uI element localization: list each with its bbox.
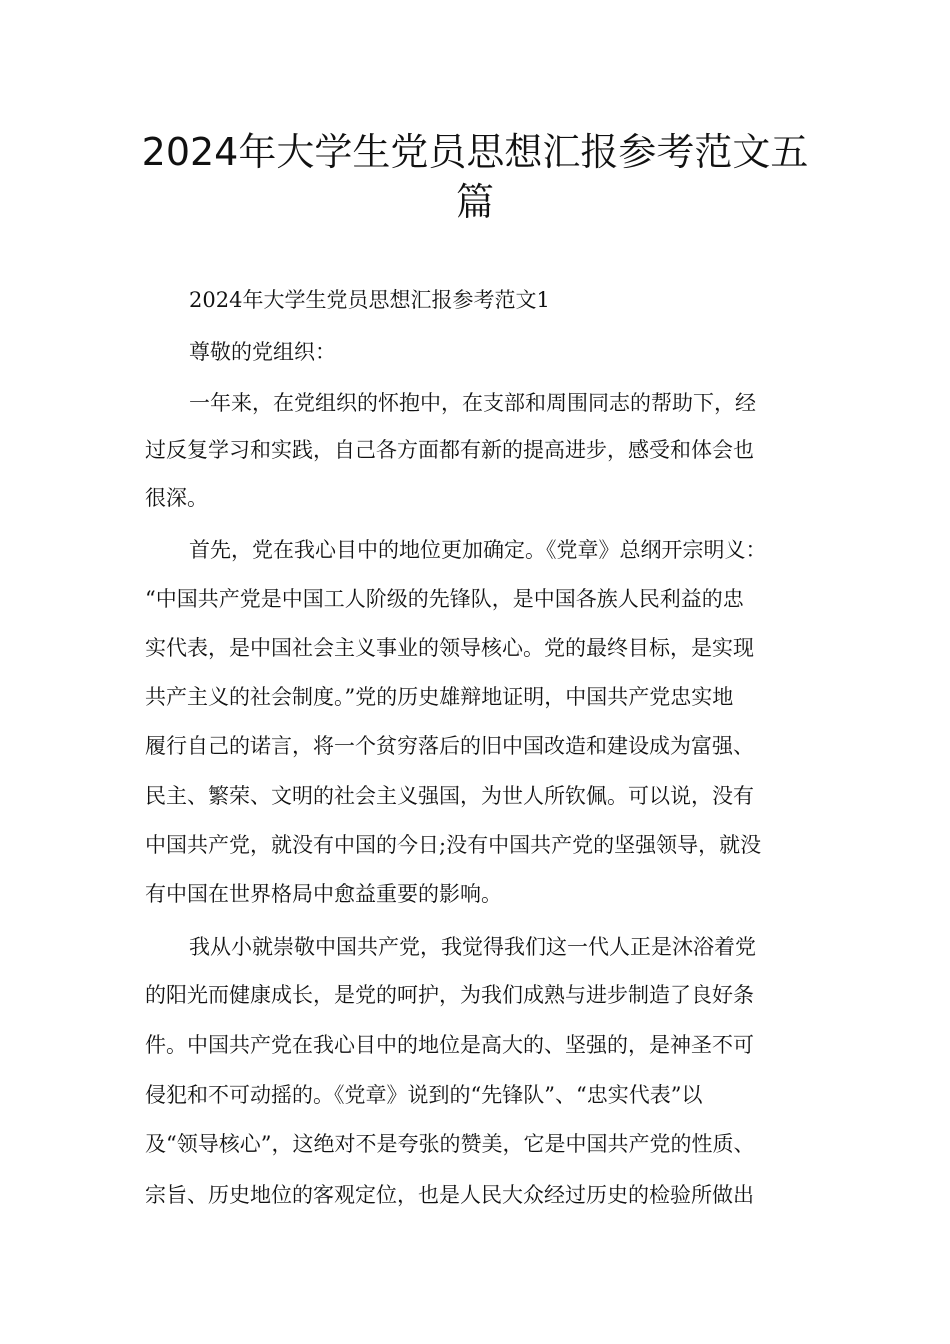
paragraph-3-line-3: 件。中国共产党在我心目中的地位是高大的、坚强的，是神圣不可 [145, 1033, 754, 1057]
salutation-line: 尊敬的党组织： [189, 340, 336, 364]
paragraph-2-line-1: 首先，党在我心目中的地位更加确定。《党章》总纲开宗明义： [189, 538, 767, 562]
paragraph-3-line-1: 我从小就崇敬中国共产党，我觉得我们这一代人正是沐浴着党 [189, 935, 756, 959]
paragraph-1-line-1: 一年来，在党组织的怀抱中，在支部和周围同志的帮助下，经 [189, 391, 756, 415]
paragraph-2-line-8: 有中国在世界格局中愈益重要的影响。 [145, 882, 502, 906]
paragraph-2-line-3: 实代表，是中国社会主义事业的领导核心。党的最终目标，是实现 [145, 636, 754, 660]
paragraph-1-line-3: 很深。 [145, 486, 208, 510]
paragraph-3-line-5: 及“领导核心”，这绝对不是夸张的赞美，它是中国共产党的性质、 [145, 1132, 755, 1156]
paragraph-2-line-5: 履行自己的诺言，将一个贫穷落后的旧中国改造和建设成为富强、 [145, 734, 754, 758]
paragraph-3-line-6: 宗旨、历史地位的客观定位，也是人民大众经过历史的检验所做出 [145, 1183, 754, 1207]
document-title-line-1: 2024年大学生党员思想汇报参考范文五 [141, 130, 809, 174]
paragraph-1-line-2: 过反复学习和实践，自己各方面都有新的提高进步，感受和体会也 [145, 438, 754, 462]
paragraph-2-line-6: 民主、繁荣、文明的社会主义强国，为世人所钦佩。可以说，没有 [145, 784, 754, 808]
paragraph-2-line-7: 中国共产党，就没有中国的今日;没有中国共产党的坚强领导，就没 [145, 833, 762, 857]
subtitle-line: 2024年大学生党员思想汇报参考范文1 [189, 288, 550, 312]
paragraph-3-line-4: 侵犯和不可动摇的。《党章》说到的“先锋队”、“忠实代表”以 [145, 1083, 703, 1107]
paragraph-2-line-4: 共产主义的社会制度。”党的历史雄辩地证明，中国共产党忠实地 [145, 685, 734, 709]
paragraph-2-line-2: “中国共产党是中国工人阶级的先锋队，是中国各族人民利益的忠 [145, 587, 744, 611]
paragraph-3-line-2: 的阳光而健康成长，是党的呵护，为我们成熟与进步制造了良好条 [145, 983, 754, 1007]
document-title-line-2: 篇 [455, 180, 494, 224]
